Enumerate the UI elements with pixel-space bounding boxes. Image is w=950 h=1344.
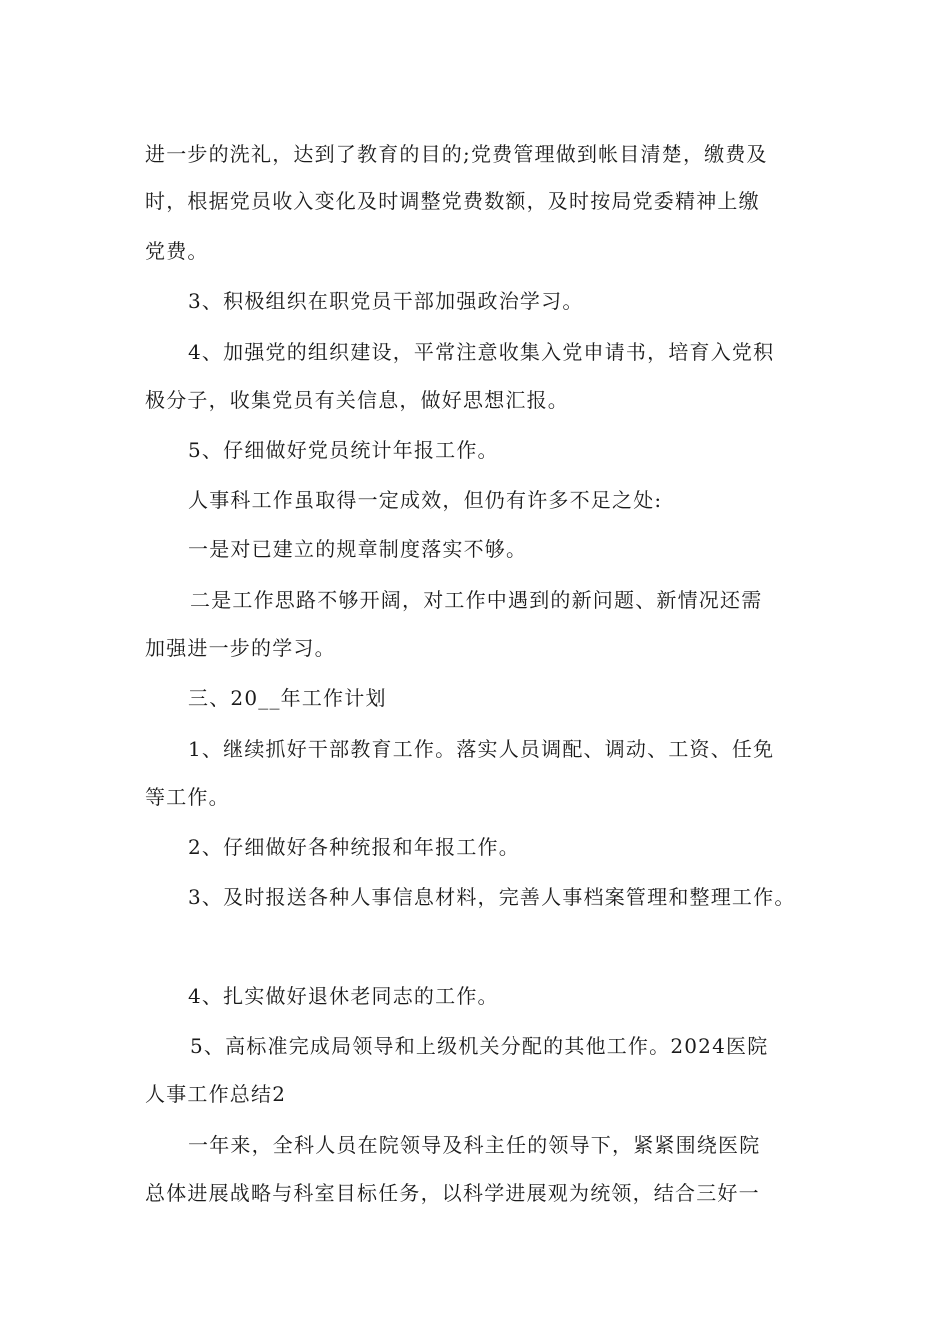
- text-line: 三、20__年工作计划: [188, 686, 387, 710]
- text-line: 进一步的洗礼，达到了教育的目的;党费管理做到帐目清楚，缴费及: [145, 142, 768, 166]
- text-line: 总体进展战略与科室目标任务，以科学进展观为统领，结合三好一: [145, 1181, 760, 1205]
- text-line: 4、加强党的组织建设，平常注意收集入党申请书，培育入党积: [188, 340, 775, 364]
- text-line: 3、及时报送各种人事信息材料，完善人事档案管理和整理工作。: [188, 885, 796, 909]
- text-line: 等工作。: [145, 785, 230, 809]
- text-line: 极分子，收集党员有关信息，做好思想汇报。: [145, 388, 569, 412]
- text-line: 2、仔细做好各种统报和年报工作。: [188, 835, 520, 859]
- text-line: 二是工作思路不够开阔，对工作中遇到的新问题、新情况还需: [190, 588, 763, 612]
- text-line: 一年来，全科人员在院领导及科主任的领导下，紧紧围绕医院: [188, 1133, 761, 1157]
- text-line: 党费。: [145, 239, 209, 263]
- text-line: 4、扎实做好退休老同志的工作。: [188, 984, 499, 1008]
- text-line: 人事科工作虽取得一定成效，但仍有许多不足之处:: [188, 488, 663, 512]
- text-line: 1、继续抓好干部教育工作。落实人员调配、调动、工资、任免: [188, 737, 775, 761]
- text-line: 人事工作总结2: [145, 1082, 287, 1106]
- text-line: 一是对已建立的规章制度落实不够。: [188, 537, 528, 561]
- text-line: 5、高标准完成局领导和上级机关分配的其他工作。2024医院: [190, 1034, 769, 1058]
- text-line: 时，根据党员收入变化及时调整党费数额，及时按局党委精神上缴: [145, 189, 760, 213]
- text-line: 5、仔细做好党员统计年报工作。: [188, 438, 499, 462]
- text-line: 加强进一步的学习。: [145, 636, 336, 660]
- text-line: 3、积极组织在职党员干部加强政治学习。: [188, 289, 584, 313]
